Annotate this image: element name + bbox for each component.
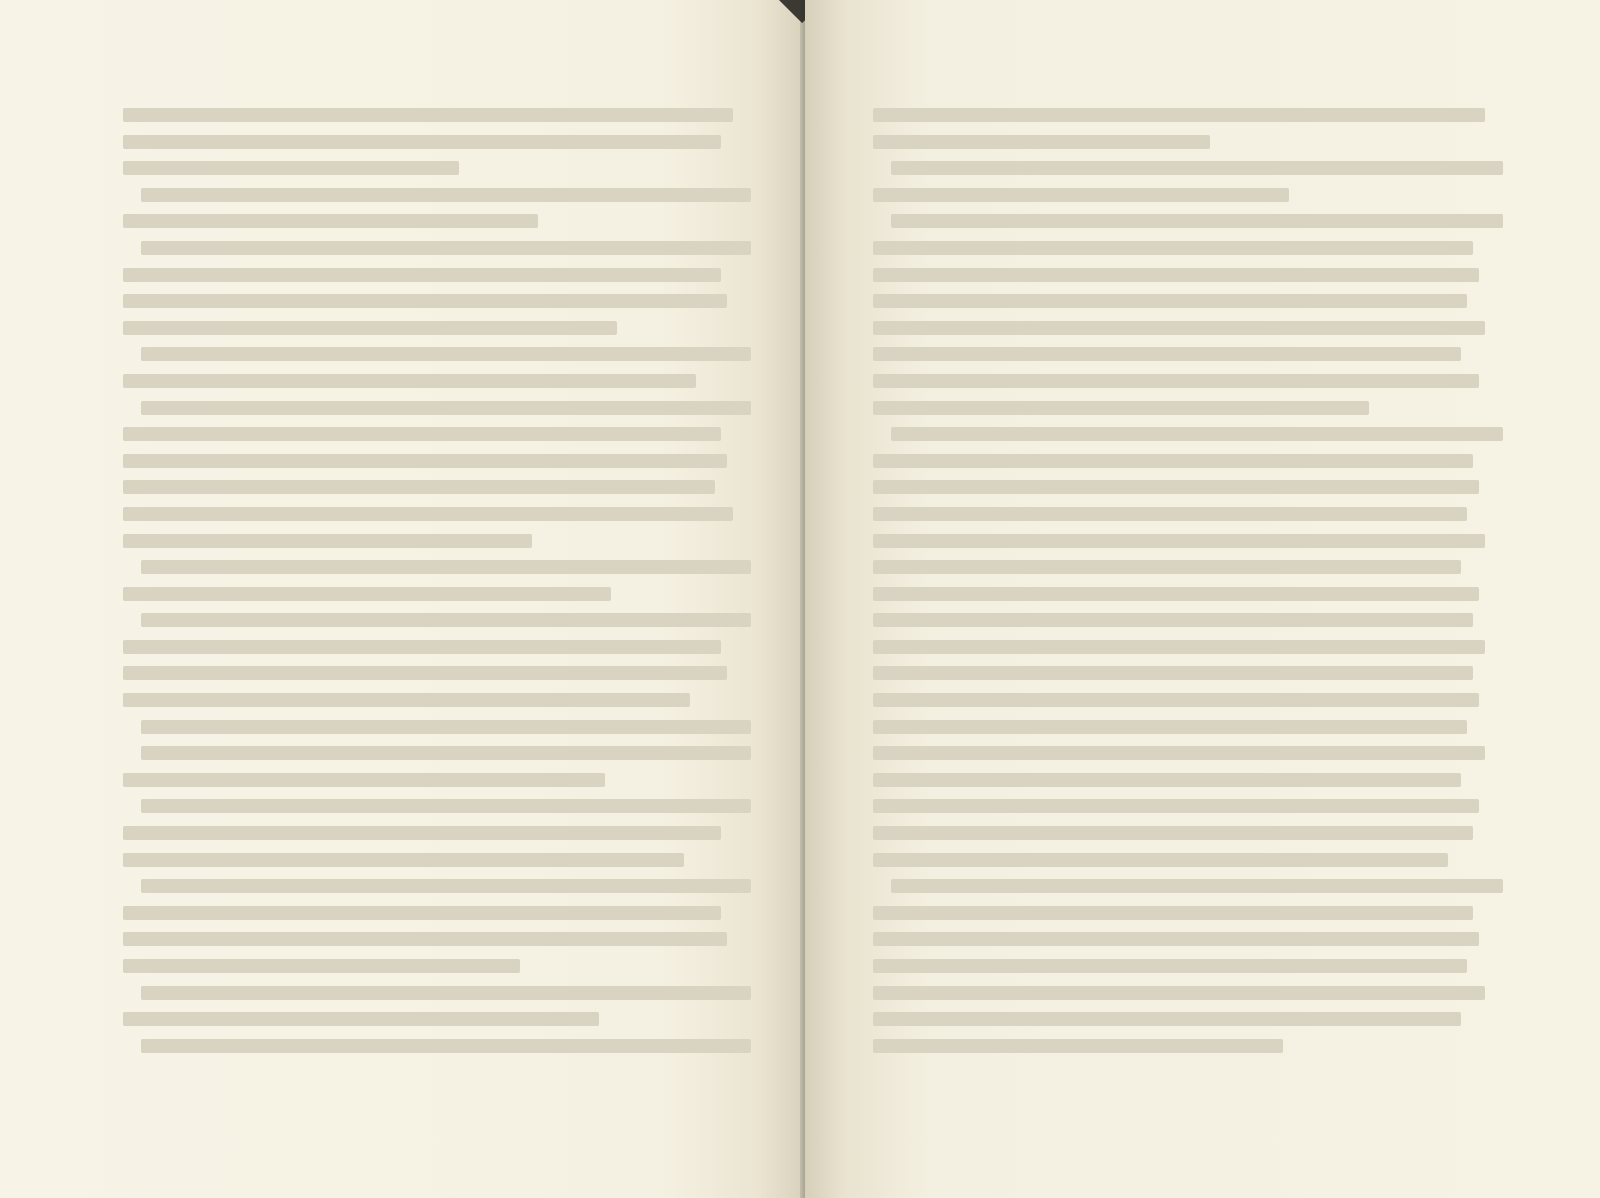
text-line-placeholder	[141, 401, 751, 415]
text-line-placeholder	[141, 1039, 751, 1053]
text-line-placeholder	[123, 294, 727, 308]
text-line-placeholder	[873, 347, 1461, 361]
paragraph	[873, 161, 1485, 202]
text-line-placeholder	[873, 587, 1479, 601]
text-line-placeholder	[123, 666, 727, 680]
text-line-placeholder	[141, 746, 751, 760]
text-line-placeholder	[873, 108, 1485, 122]
text-line-placeholder	[873, 826, 1473, 840]
text-line-placeholder	[141, 560, 751, 574]
text-line-placeholder	[873, 268, 1479, 282]
text-line-placeholder	[123, 108, 733, 122]
left-page-header	[117, 52, 738, 78]
text-line-placeholder	[873, 746, 1485, 760]
text-line-placeholder	[123, 507, 733, 521]
text-line-placeholder	[873, 507, 1467, 521]
paragraph	[873, 214, 1485, 414]
text-line-placeholder	[891, 427, 1503, 441]
text-line-placeholder	[873, 294, 1467, 308]
text-line-placeholder	[123, 640, 721, 654]
text-line-placeholder	[123, 454, 727, 468]
text-line-placeholder	[873, 666, 1473, 680]
paragraph	[123, 347, 733, 388]
text-line-placeholder	[891, 879, 1503, 893]
text-line-placeholder	[873, 241, 1473, 255]
text-line-placeholder	[123, 587, 611, 601]
paragraph	[873, 427, 1485, 867]
text-line-placeholder	[873, 1039, 1283, 1053]
text-line-placeholder	[141, 188, 751, 202]
text-line-placeholder	[123, 268, 721, 282]
paragraph	[123, 720, 733, 734]
text-line-placeholder	[123, 374, 696, 388]
text-line-placeholder	[123, 321, 617, 335]
paragraph	[123, 108, 733, 175]
text-line-placeholder	[873, 773, 1461, 787]
paragraph	[123, 241, 733, 335]
text-line-placeholder	[873, 986, 1485, 1000]
text-line-placeholder	[873, 932, 1479, 946]
text-line-placeholder	[873, 321, 1485, 335]
paragraph	[873, 879, 1485, 1053]
paragraph	[123, 799, 733, 866]
text-line-placeholder	[873, 401, 1369, 415]
text-line-placeholder	[123, 135, 721, 149]
text-line-placeholder	[123, 161, 459, 175]
text-line-placeholder	[141, 799, 751, 813]
text-line-placeholder	[123, 906, 721, 920]
text-line-placeholder	[141, 241, 751, 255]
paragraph	[123, 986, 733, 1027]
text-line-placeholder	[123, 534, 532, 548]
text-line-placeholder	[873, 693, 1479, 707]
text-line-placeholder	[123, 427, 721, 441]
text-line-placeholder	[141, 720, 751, 734]
text-line-placeholder	[123, 214, 538, 228]
text-line-placeholder	[873, 188, 1289, 202]
paragraph	[123, 401, 733, 548]
text-line-placeholder	[873, 906, 1473, 920]
text-line-placeholder	[873, 454, 1473, 468]
paragraph	[123, 188, 733, 229]
text-line-placeholder	[873, 720, 1467, 734]
paragraph	[123, 613, 733, 707]
right-page	[805, 0, 1600, 1198]
text-line-placeholder	[123, 480, 715, 494]
text-line-placeholder	[873, 135, 1210, 149]
text-line-placeholder	[873, 853, 1448, 867]
right-page-text	[873, 108, 1485, 1065]
text-line-placeholder	[873, 560, 1461, 574]
text-line-placeholder	[141, 879, 751, 893]
left-page-text	[123, 108, 733, 1065]
text-line-placeholder	[141, 347, 751, 361]
paragraph	[123, 746, 733, 787]
text-line-placeholder	[141, 613, 751, 627]
text-line-placeholder	[891, 161, 1503, 175]
paragraph	[123, 560, 733, 601]
text-line-placeholder	[891, 214, 1503, 228]
text-line-placeholder	[123, 1012, 599, 1026]
text-line-placeholder	[873, 1012, 1461, 1026]
text-line-placeholder	[873, 613, 1473, 627]
text-line-placeholder	[123, 826, 721, 840]
text-line-placeholder	[141, 986, 751, 1000]
text-line-placeholder	[123, 932, 727, 946]
right-page-header	[1095, 52, 1481, 78]
paragraph	[123, 1039, 733, 1053]
text-line-placeholder	[873, 374, 1479, 388]
text-line-placeholder	[873, 480, 1479, 494]
paragraph	[123, 879, 733, 973]
text-line-placeholder	[873, 640, 1485, 654]
text-line-placeholder	[873, 534, 1485, 548]
text-line-placeholder	[123, 693, 690, 707]
paragraph	[873, 108, 1485, 149]
text-line-placeholder	[123, 959, 520, 973]
text-line-placeholder	[123, 853, 684, 867]
text-line-placeholder	[873, 799, 1479, 813]
text-line-placeholder	[123, 773, 605, 787]
text-line-placeholder	[873, 959, 1467, 973]
